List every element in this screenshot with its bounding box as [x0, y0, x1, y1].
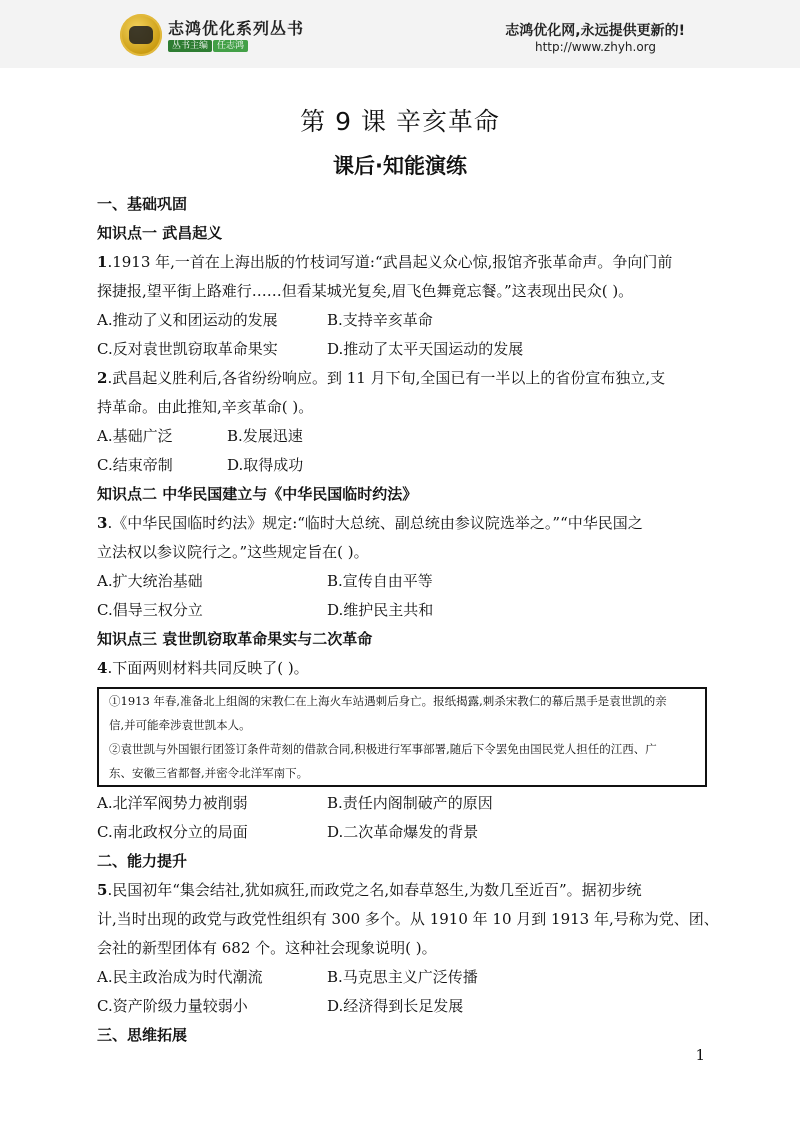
option-d: D.二次革命爆发的背景 [327, 823, 479, 841]
question-2 [97, 364, 707, 480]
question-number: 4 [97, 659, 108, 677]
brand-title: 志鸿优化系列丛书 [168, 19, 305, 38]
section-heading: 一、基础巩固 [97, 195, 188, 213]
option-d: D.经济得到长足发展 [327, 997, 464, 1015]
question-5 [97, 876, 719, 1021]
lesson-title: 第 9 课 辛亥革命 [300, 107, 500, 136]
question-number: 5 [97, 881, 108, 899]
question-text: 持革命。由此推知,辛亥革命( )。 [97, 398, 314, 416]
option-a: A.推动了义和团运动的发展 [97, 311, 278, 329]
option-d: D.维护民主共和 [327, 601, 434, 619]
option-b: B.支持辛亥革命 [327, 311, 433, 329]
question-text: .1913 年,一首在上海出版的竹枝词写道:“武昌起义众心惊,报馆齐张革命声。争向门前 [107, 253, 673, 271]
option-d: D.取得成功 [227, 456, 304, 474]
option-d: D.推动了太平天国运动的发展 [327, 340, 524, 358]
site-slogan: 志鸿优化网,永远提供更新的! [505, 23, 685, 39]
option-b: B.宣传自由平等 [327, 572, 433, 590]
question-text: 计,当时出现的政党与政党性组织有 300 多个。从 1910 年 10 月到 1913 年,号称为党、团、 [97, 910, 719, 928]
option-b: B.发展迅速 [227, 427, 303, 445]
site-url[interactable]: http://www.zhyh.org [535, 40, 657, 54]
knowledge-point-heading: 知识点三 袁世凯窃取革命果实与二次革命 [97, 630, 373, 648]
brand-tag-name: 任志鸿 [213, 40, 248, 52]
question-text: .下面两则材料共同反映了( )。 [107, 659, 309, 677]
page-number: 1 [695, 1046, 705, 1064]
option-c: C.结束帝制 [97, 456, 173, 474]
lesson-subtitle: 课后·知能演练 [333, 154, 467, 178]
question-number: 1 [97, 253, 108, 271]
question-text: 探捷报,望平街上路难行……但看某城光复矣,眉飞色舞竟忘餐。”这表现出民众( )。 [97, 282, 634, 300]
question-number: 2 [97, 369, 108, 387]
question-3 [97, 509, 707, 625]
option-b: B.责任内阁制破产的原因 [327, 794, 493, 812]
option-c: C.反对袁世凯窃取革命果实 [97, 340, 278, 358]
knowledge-point-heading: 知识点二 中华民国建立与《中华民国临时约法》 [97, 485, 418, 503]
option-a: A.北洋军阀势力被削弱 [97, 794, 248, 812]
knowledge-point-heading: 知识点一 武昌起义 [97, 224, 223, 242]
material-box [97, 687, 707, 787]
brand-tag-editor: 丛书主编 [168, 40, 212, 52]
page-header [0, 0, 800, 68]
publisher-logo-icon [120, 14, 162, 56]
question-text: .《中华民国临时约法》规定:“临时大总统、副总统由参议院选举之。”“中华民国之 [107, 514, 643, 532]
option-c: C.倡导三权分立 [97, 601, 203, 619]
section-heading: 二、能力提升 [97, 852, 188, 870]
question-text: .武昌起义胜利后,各省纷纷响应。到 11 月下旬,全国已有一半以上的省份宣布独立,支 [107, 369, 666, 387]
option-a: A.民主政治成为时代潮流 [97, 968, 263, 986]
option-c: C.资产阶级力量较弱小 [97, 997, 248, 1015]
material-text: ②袁世凯与外国银行团签订条件苛刻的借款合同,积极进行军事部署,随后下令罢免由国民党人担任的江西、广 [109, 742, 657, 756]
section-heading: 三、思维拓展 [97, 1026, 188, 1044]
worksheet-body [97, 190, 719, 1050]
option-a: A.扩大统治基础 [97, 572, 203, 590]
question-text: 会社的新型团体有 682 个。这种社会现象说明( )。 [97, 939, 437, 957]
option-c: C.南北政权分立的局面 [97, 823, 248, 841]
material-text: ①1913 年春,准备北上组阁的宋教仁在上海火车站遇刺后身亡。报纸揭露,刺杀宋教仁的幕后黑手是袁世凯的亲 [109, 694, 667, 708]
question-text: 立法权以参议院行之。”这些规定旨在( )。 [97, 543, 369, 561]
option-a: A.基础广泛 [97, 427, 173, 445]
material-text: 东、安徽三省都督,并密令北洋军南下。 [109, 766, 309, 780]
question-text: .民国初年“集会结社,犹如疯狂,而政党之名,如春草怒生,为数几至近百”。据初步统 [107, 881, 642, 899]
question-number: 3 [97, 514, 108, 532]
question-4 [97, 654, 707, 847]
material-text: 信,并可能牵涉袁世凯本人。 [109, 718, 251, 732]
option-b: B.马克思主义广泛传播 [327, 968, 478, 986]
question-1 [97, 248, 707, 364]
